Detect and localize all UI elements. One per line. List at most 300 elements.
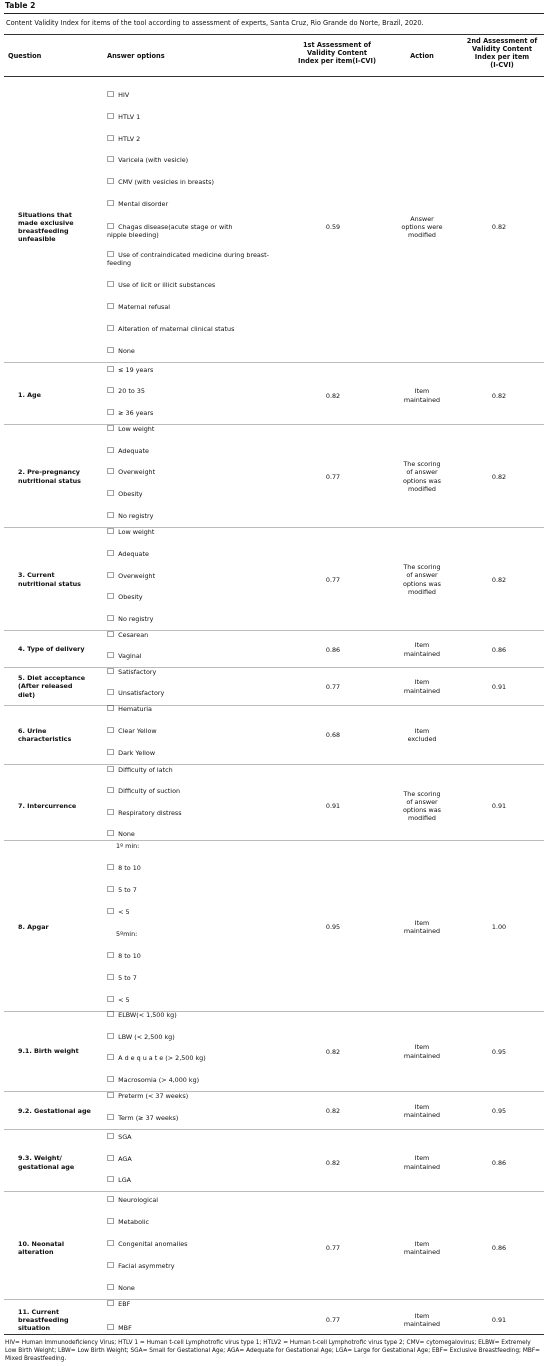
answer-option [107, 974, 297, 982]
answer-option-line [107, 325, 297, 333]
answer-option-text: None [118, 1284, 135, 1292]
action-cell [393, 919, 451, 935]
answer-option-line [107, 156, 297, 164]
question-cell [18, 674, 108, 699]
checkbox-icon: ☐ [107, 511, 115, 520]
answer-option-line [107, 864, 297, 872]
checkbox-icon: ☐ [107, 651, 115, 660]
question-line: nutritional status [18, 579, 81, 588]
answer-option-line [107, 447, 297, 455]
action-line: maintained [403, 1111, 441, 1119]
first-icvi-value: 0.95 [325, 923, 341, 931]
answer-option [107, 528, 297, 536]
question-line: 2. Pre-pregnancy [18, 468, 80, 477]
answer-option-text: HIV [118, 91, 130, 99]
answer-option-line [107, 251, 289, 259]
answer-option-line [107, 1284, 297, 1292]
action-cell [393, 678, 451, 694]
action-line: Item [414, 641, 430, 650]
answer-option-text: No registry [118, 512, 154, 520]
action-line: Item [414, 918, 430, 927]
checkbox-icon: ☐ [107, 424, 115, 433]
answer-option-line [107, 1033, 297, 1041]
row-separator [4, 764, 544, 765]
action-line: options was [402, 476, 442, 485]
answer-option [107, 1196, 297, 1204]
answer-option-line [107, 231, 289, 239]
answer-option-text: CMV (with vesicles in breasts) [118, 178, 214, 186]
header-bottom-rule [4, 76, 544, 77]
checkbox-icon: ☐ [107, 112, 115, 121]
first-icvi-value: 0.82 [325, 1158, 341, 1167]
checkbox-icon: ☐ [107, 726, 115, 735]
question-cell [18, 923, 108, 931]
answer-option-line [107, 178, 297, 186]
first-icvi-value: 0.82 [325, 1047, 341, 1056]
first-icvi-value: 0.91 [325, 802, 341, 810]
action-cell [393, 1154, 451, 1170]
answer-option [107, 1218, 297, 1226]
action-line: The scoring [403, 789, 441, 798]
answer-option-line [107, 689, 297, 697]
question-line: 3. Current [18, 571, 55, 580]
action-cell [393, 1312, 451, 1328]
answer-option [107, 1054, 297, 1062]
action-line: modified [408, 587, 436, 596]
answer-option-line [107, 593, 297, 601]
answer-option [107, 749, 297, 757]
answer-option-text: LGA [118, 1176, 132, 1184]
checkbox-icon: ☐ [107, 1053, 115, 1062]
answer-option-text: HTLV 1 [118, 113, 141, 121]
answer-option [107, 347, 297, 355]
header-second-assessment [462, 37, 542, 69]
answer-option-text: Unsatisfactory [118, 689, 165, 697]
question-line: unfeasible [18, 235, 56, 244]
answer-option-line [107, 652, 297, 660]
checkbox-icon: ☐ [107, 1195, 115, 1204]
checkbox-icon: ☐ [107, 1217, 115, 1226]
second-icvi-value: 0.82 [491, 575, 507, 584]
checkbox-icon: ☐ [107, 222, 115, 231]
answer-option-text: 1º min: [116, 842, 140, 850]
checkbox-icon: ☐ [107, 688, 115, 697]
answer-option-line [107, 615, 297, 623]
checkbox-icon: ☐ [107, 1154, 115, 1163]
answer-option-text: Overweight [118, 572, 156, 580]
answer-option [107, 490, 297, 498]
question-cell [18, 802, 108, 810]
answer-option-line [107, 886, 297, 894]
answer-option-line [107, 223, 289, 231]
second-icvi-value: 0.86 [491, 645, 507, 654]
answer-option [107, 864, 297, 872]
header-question: Question [8, 52, 42, 60]
header-second-line: Validity Content [472, 45, 532, 53]
answer-option [107, 787, 297, 795]
answer-option [107, 996, 297, 1004]
first-icvi-value: 0.68 [325, 731, 341, 739]
action-line: of answer [406, 468, 438, 477]
action-line: Item [414, 1102, 430, 1111]
checkbox-icon: ☐ [107, 1032, 115, 1041]
answer-option-text: HTLV 2 [118, 135, 141, 143]
checkbox-icon: ☐ [107, 1323, 115, 1332]
checkbox-icon: ☐ [107, 324, 115, 333]
action-line: options were [401, 222, 443, 231]
answer-option-line [107, 749, 297, 757]
first-icvi-value: 0.86 [325, 645, 341, 654]
header-second-line: (I-CVI) [490, 61, 514, 69]
checkbox-icon: ☐ [107, 786, 115, 795]
answer-option [107, 830, 297, 838]
answer-option-text: No registry [118, 615, 154, 623]
answer-option-line [107, 572, 297, 580]
question-line: breastfeeding [18, 227, 69, 235]
action-line: maintained [403, 686, 441, 695]
action-line: of answer [406, 797, 438, 806]
answer-option [107, 886, 297, 894]
answer-option [107, 1324, 297, 1332]
checkbox-icon: ☐ [107, 1010, 115, 1019]
answer-option-line [107, 303, 297, 311]
action-line: Item [414, 1154, 430, 1163]
action-cell [393, 790, 451, 823]
action-line: options was [402, 806, 442, 814]
question-line: breastfeeding [18, 1315, 69, 1324]
answer-option-text: Cesarean [118, 631, 149, 639]
answer-option [107, 91, 297, 99]
checkbox-icon: ☐ [107, 808, 115, 817]
first-icvi-value: 0.77 [325, 575, 341, 584]
answer-option-text: Satisfactory [118, 668, 157, 676]
answer-option [107, 766, 297, 774]
question-line: nutritional status [18, 476, 81, 485]
answer-option-text: Respiratory distress [118, 809, 182, 817]
first-icvi-value: 0.77 [325, 682, 341, 691]
question-cell [18, 645, 108, 653]
action-cell [393, 563, 451, 596]
checkbox-icon: ☐ [107, 199, 115, 208]
answer-option [107, 200, 297, 208]
answer-option-line [107, 347, 297, 355]
answer-option [107, 689, 297, 697]
answer-option-line [107, 259, 289, 267]
header-second-line: Index per item [474, 53, 530, 61]
answer-option-text: 5 to 7 [118, 886, 137, 894]
answer-option-line [116, 930, 306, 938]
answer-option-line [107, 631, 297, 639]
checkbox-icon: ☐ [107, 280, 115, 289]
header-second-line: 2nd Assessment of [466, 37, 538, 45]
row-separator [4, 362, 544, 363]
answer-option [107, 1176, 297, 1184]
answer-option [107, 1240, 297, 1248]
answer-option-text: None [118, 347, 135, 355]
second-icvi-value: 0.95 [491, 1107, 507, 1115]
answer-option [107, 178, 297, 186]
action-line: options was [402, 579, 442, 588]
answer-option-line [107, 705, 297, 713]
answer-option-text: Dark Yellow [118, 749, 156, 757]
checkbox-icon: ☐ [107, 446, 115, 455]
question-cell [18, 727, 108, 743]
second-icvi-value: 0.91 [491, 1316, 507, 1324]
answer-option [107, 705, 297, 713]
checkbox-icon: ☐ [107, 467, 115, 476]
answer-option-line [107, 490, 297, 498]
checkbox-icon: ☐ [107, 667, 115, 676]
second-icvi-value: 0.82 [491, 472, 507, 481]
checkbox-icon: ☐ [107, 614, 115, 623]
answer-option [107, 668, 297, 676]
answer-option [107, 1262, 297, 1270]
checkbox-icon: ☐ [107, 250, 115, 259]
answer-option [107, 1011, 297, 1019]
answer-option-line [107, 1011, 297, 1019]
header-first-line: Validity Content [307, 49, 367, 57]
answer-option-line [107, 1176, 297, 1184]
top-rule [4, 13, 544, 14]
answer-option [107, 615, 297, 623]
checkbox-icon: ☐ [107, 489, 115, 498]
answer-option [107, 1155, 297, 1163]
action-line: The scoring [403, 563, 441, 572]
action-line: excluded [407, 735, 437, 743]
question-cell [18, 1308, 108, 1333]
answer-option-text: Congenital anomalies [118, 1240, 188, 1248]
answer-option [107, 652, 297, 660]
question-cell [18, 1107, 108, 1115]
question-cell [18, 1047, 108, 1055]
action-line: Item [414, 387, 430, 396]
action-line: maintained [403, 1320, 441, 1328]
checkbox-icon: ☐ [107, 863, 115, 872]
answer-option-line [107, 91, 297, 99]
answer-option-line [107, 787, 297, 795]
first-icvi-value: 0.77 [325, 1316, 341, 1324]
action-cell [393, 641, 451, 657]
checkbox-icon: ☐ [107, 1283, 115, 1292]
checkbox-icon: ☐ [107, 973, 115, 982]
checkbox-icon: ☐ [107, 134, 115, 143]
answer-option-line [107, 550, 297, 558]
first-icvi-value: 0.77 [325, 1244, 341, 1252]
question-cell [18, 211, 108, 244]
answer-option [107, 303, 297, 311]
action-line: of answer [406, 571, 438, 580]
answer-option [107, 325, 297, 333]
answer-option-text: ≥ 36 years [118, 409, 154, 417]
answer-option-line [107, 468, 297, 476]
answer-option-line [107, 1196, 297, 1204]
header-first-assessment [292, 41, 382, 65]
first-icvi-value: 0.82 [325, 1107, 341, 1115]
answer-option-text: Metabolic [118, 1218, 150, 1226]
checkbox-icon: ☐ [107, 907, 115, 916]
answer-option-text: Hematuria [118, 705, 152, 713]
checkbox-icon: ☐ [107, 1132, 115, 1141]
answer-option-text: Chagas disease(acute stage or with [118, 223, 233, 231]
answer-option [107, 908, 297, 916]
header-answer-options: Answer options [107, 52, 165, 60]
question-line: 7. Intercurrence [18, 801, 77, 810]
table-bottom-rule [4, 1334, 544, 1335]
answer-option-line [107, 512, 297, 520]
answer-option [107, 366, 297, 374]
answer-option [107, 1114, 297, 1122]
checkbox-icon: ☐ [107, 527, 115, 536]
action-line: maintained [403, 927, 441, 935]
checkbox-icon: ☐ [107, 177, 115, 186]
answer-option-line [107, 1054, 297, 1062]
answer-option-line [116, 842, 306, 850]
question-line: situation [18, 1324, 51, 1333]
answer-option-text: Facial asymmetry [118, 1262, 175, 1270]
answer-option [107, 387, 297, 395]
answer-option-line [107, 996, 297, 1004]
question-line: diet) [18, 690, 36, 699]
second-icvi-value: 0.82 [491, 223, 507, 231]
answer-option [107, 425, 297, 433]
action-line: modified [408, 814, 436, 823]
answer-option-line [107, 281, 297, 289]
question-line: 9.1. Birth weight [18, 1047, 79, 1056]
answer-option-text: Neurological [118, 1196, 159, 1204]
answer-option-text: A d e q u a t e (> 2,500 kg) [118, 1054, 206, 1062]
checkbox-icon: ☐ [107, 1239, 115, 1248]
second-icvi-value: 0.86 [491, 1158, 507, 1167]
checkbox-icon: ☐ [107, 1175, 115, 1184]
action-line: The scoring [403, 460, 441, 469]
answer-option-text: EBF [118, 1300, 131, 1308]
action-cell [393, 1043, 451, 1059]
answer-option-text: Preterm (< 37 weeks) [118, 1092, 189, 1100]
answer-option-line [107, 1076, 297, 1084]
answer-option-text: Term (≥ 37 weeks) [118, 1114, 179, 1122]
answer-option-line [107, 1300, 297, 1308]
action-cell [393, 727, 451, 743]
answer-option [107, 156, 297, 164]
question-cell [18, 391, 108, 399]
question-line: alteration [18, 1248, 54, 1256]
action-line: Item [414, 726, 430, 735]
answer-option-line [107, 727, 297, 735]
answer-option-line [107, 113, 297, 121]
answer-option-line [107, 908, 297, 916]
answer-option-text: 5ºmin: [116, 930, 138, 938]
answer-option-text: Adequate [118, 447, 149, 455]
answer-option-text: LBW (< 2,500 kg) [118, 1033, 175, 1041]
answer-option [107, 409, 297, 417]
answer-option [107, 447, 297, 455]
header-action: Action [410, 52, 434, 60]
checkbox-icon: ☐ [107, 885, 115, 894]
action-line: modified [408, 231, 436, 240]
answer-option-line [107, 668, 297, 676]
answer-option-line [107, 1155, 297, 1163]
checkbox-icon: ☐ [107, 155, 115, 164]
checkbox-icon: ☐ [107, 765, 115, 774]
answer-option-line [107, 387, 297, 395]
question-line: (After released [18, 682, 73, 691]
answer-option [107, 1033, 297, 1041]
action-line: maintained [403, 1051, 441, 1060]
answer-option-text: 8 to 10 [118, 864, 141, 872]
answer-option-text: Difficulty of latch [118, 766, 173, 774]
answer-option-text: 5 to 7 [118, 974, 137, 982]
action-line: maintained [403, 395, 441, 404]
question-line: 11. Current [18, 1307, 60, 1316]
question-line: 9.2. Gestational age [18, 1106, 91, 1115]
answer-option-text: MBF [118, 1324, 132, 1332]
answer-option-text: Mental disorder [118, 200, 169, 208]
checkbox-icon: ☐ [107, 408, 115, 417]
answer-option [107, 572, 297, 580]
checkbox-icon: ☐ [107, 1075, 115, 1084]
answer-option-line [107, 135, 297, 143]
first-icvi-value: 0.59 [325, 223, 341, 231]
question-line: 5. Diet acceptance [18, 674, 86, 683]
checkbox-icon: ☐ [107, 951, 115, 960]
answer-option [107, 1076, 297, 1084]
answer-option-text: Obesity [118, 593, 143, 601]
question-line: 9.3. Weight/ [18, 1154, 62, 1163]
answer-option-text: Use of licit or illicit substances [118, 281, 216, 289]
answer-option-line [107, 200, 297, 208]
action-cell [393, 1103, 451, 1119]
answer-option-line [107, 1218, 297, 1226]
question-line: 6. Urine [18, 726, 47, 735]
checkbox-icon: ☐ [107, 748, 115, 757]
answer-option-line [107, 830, 297, 838]
second-icvi-value: 0.95 [491, 1047, 507, 1056]
second-icvi-value: 0.91 [491, 802, 507, 810]
answer-option-line [107, 974, 297, 982]
checkbox-icon: ☐ [107, 571, 115, 580]
answer-option [107, 1133, 297, 1141]
question-line: 8. Apgar [18, 922, 49, 931]
answer-option-text: Obesity [118, 490, 143, 498]
checkbox-icon: ☐ [107, 346, 115, 355]
action-line: maintained [403, 1162, 441, 1171]
answer-option-line [107, 1262, 297, 1270]
question-line: 1. Age [18, 391, 41, 400]
answer-option-text: Low weight [118, 528, 155, 536]
answer-option-text: Adequate [118, 550, 149, 558]
table-label: Table 2 [5, 1, 36, 10]
answer-option [107, 1284, 297, 1292]
checkbox-icon: ☐ [107, 1299, 115, 1308]
answer-option-text: 8 to 10 [118, 952, 141, 960]
answer-option-text: Vaginal [118, 652, 142, 660]
question-cell [18, 468, 108, 484]
answer-option-text: Overweight [118, 468, 156, 476]
answer-option [107, 281, 297, 289]
answer-option-line [107, 952, 297, 960]
first-icvi-value: 0.82 [325, 391, 341, 400]
question-cell [18, 1154, 108, 1170]
answer-option [107, 251, 289, 267]
action-line: maintained [403, 649, 441, 658]
answer-option-text: nipple bleeding) [107, 231, 159, 240]
answer-option [107, 1300, 297, 1308]
answer-option-line [107, 1240, 297, 1248]
question-cell [18, 1240, 108, 1256]
answer-option-line [107, 366, 297, 374]
second-icvi-value: 1.00 [491, 923, 507, 931]
answer-option-text: AGA [118, 1155, 132, 1163]
